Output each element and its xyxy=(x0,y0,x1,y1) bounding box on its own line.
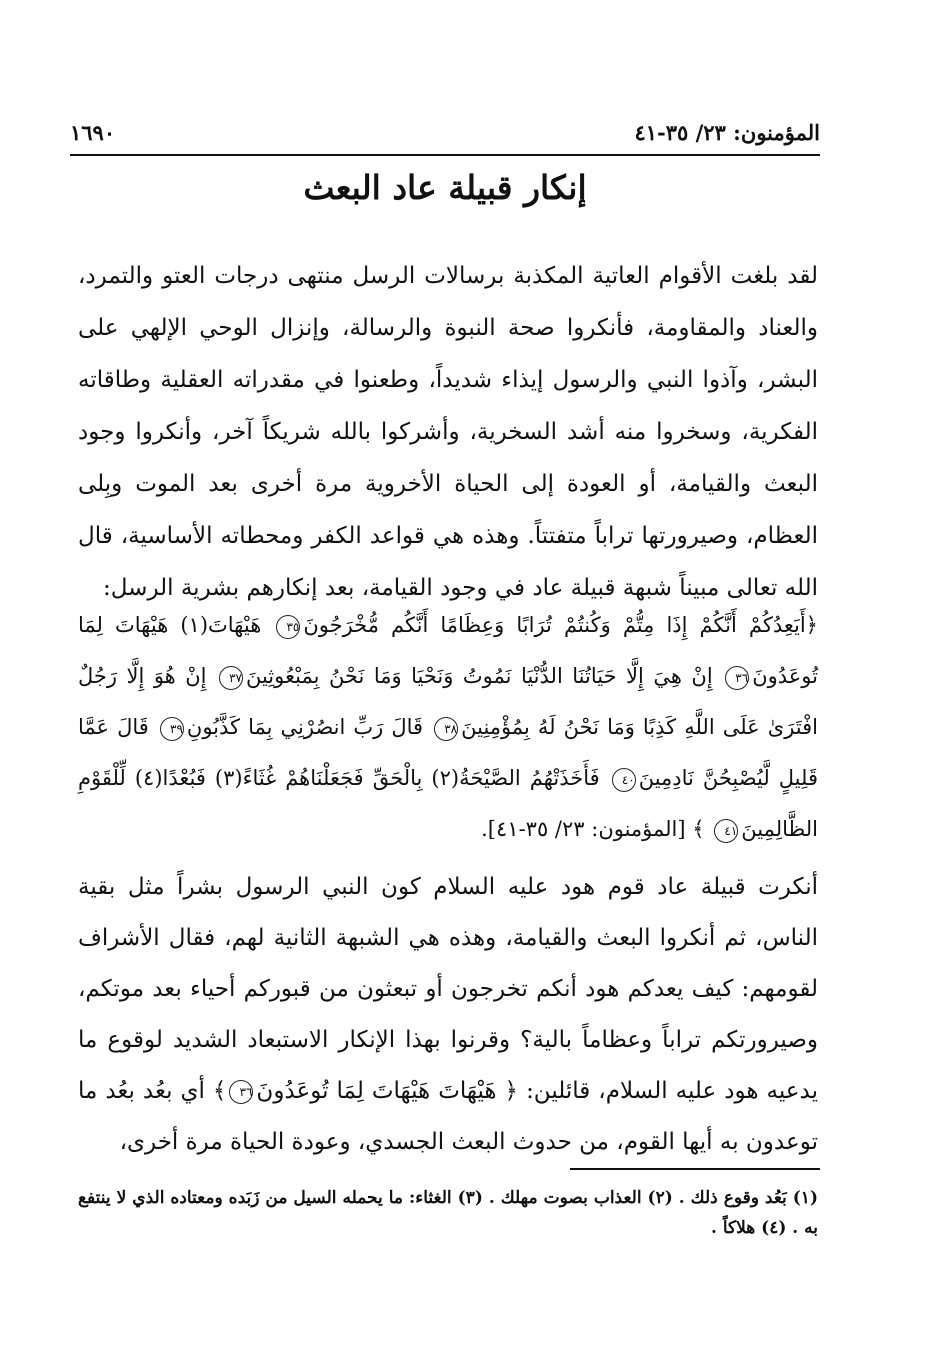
verse-number-marker: ٤١ xyxy=(714,819,738,843)
verses-reference: ﴾ [المؤمنون: ٢٣/ ٣٥-٤١]. xyxy=(481,817,705,841)
explanation-paragraph xyxy=(78,862,818,1168)
verse-text: هَيْهَاتَ(١) هَيْهَاتَ لِمَا تُوعَدُونَ xyxy=(78,613,818,688)
verse-text: فَأَخَذَتْهُمُ الصَّيْحَةُ(٢) بِالْحَقِّ فَجَعَلْنَاهُمْ غُثَاءً(٣) فَبُعْدًا(٤) لِّلْقَوْمِ الظَّالِمِينَ xyxy=(78,766,818,841)
explanation-text-continued: ﴾ أي بعُد بعُد ما توعدون به أيها القوم، من حدوث البعث الجسدي، وعودة الحياة مرة أخرى، xyxy=(78,1078,818,1155)
verse-text: قَالَ رَبِّ انصُرْنِي بِمَا كَذَّبُونِ xyxy=(186,715,424,739)
intro-paragraph: لقد بلغت الأقوام العاتية المكذبة برسالات الرسل منتهى درجات العتو والتمرد، والعناد والمقاومة، فأنكروا صحة النبوة والرسالة، وإنزال الوحي الإلهي على البشر، وآذوا النبي والرسول إيذاء شديداً، وطعنوا في مقدراته العقلية وطاقاته الفكرية، وسخروا منه أشد السخرية، وأشركوا بالله شريكاً آخر، وأنكروا وجود البعث والقيامة، أو العودة إلى الحياة الأخروية مرة أخرى بعد الموت وبِلى العظام، وصيرورتها تراباً متفتتاً. وهذه هي قواعد الكفر ومحطاته الأساسية، قال الله تعالى مبيناً شبهة قبيلة عاد في وجود القيامة، بعد إنكارهم بشرية الرسل: xyxy=(78,263,818,601)
verse-number-marker: ٤٠ xyxy=(612,768,636,792)
verse-text: قَالَ عَمَّا قَلِيلٍ لَّيُصْبِحُنَّ نَادِمِينَ xyxy=(78,715,818,790)
verse-text: إِنْ هِيَ إِلَّا حَيَاتُنَا الدُّنْيَا نَمُوتُ وَنَحْيَا وَمَا نَحْنُ بِمَبْعُوثِينَ xyxy=(245,664,713,688)
verse-number-marker: ٣٥ xyxy=(276,615,300,639)
verse-number-marker: ٣٨ xyxy=(434,717,458,741)
section-title: إنكار قبيلة عاد البعث xyxy=(303,168,587,207)
inline-quote: ﴿ هَيْهَاتَ هَيْهَاتَ لِمَا تُوعَدُونَ xyxy=(256,1078,519,1104)
verse xyxy=(216,664,713,688)
page-number: ١٦٩٠ xyxy=(70,120,116,145)
verse-text: إِنْ هُوَ إِلَّا رَجُلٌ افْتَرَىٰ عَلَى اللَّهِ كَذِبًا وَمَا نَحْنُ لَهُ بِمُؤْمِنِينَ xyxy=(78,664,818,739)
verse xyxy=(273,613,818,637)
quran-verses-block xyxy=(78,600,818,855)
verse xyxy=(157,715,423,739)
footnotes: (١) بَعُد وقوع ذلك . (٢) العذاب بصوت مهلك . (٣) الغثاء: ما يحمله السيل من زَبَده ومعتاده الذي لا ينتفع به . (٤) هلاكاً . xyxy=(78,1188,818,1238)
verse-number-marker: ٣٦ xyxy=(229,1080,253,1104)
surah-reference: المؤمنون: ٢٣/ ٣٥-٤١ xyxy=(634,120,820,145)
verse-number-marker: ٣٧ xyxy=(219,666,243,690)
page-header xyxy=(70,120,820,156)
verse-text: ﴿أَيَعِدُكُمْ أَنَّكُمْ إِذَا مِتُّمْ وَكُنتُمْ تُرَابًا وَعِظَامًا أَنَّكُم مُّخْرَجُونَ xyxy=(303,613,818,637)
verse-number-marker: ٣٦ xyxy=(725,666,749,690)
explanation-text: أنكرت قبيلة عاد قوم هود عليه السلام كون النبي الرسول بشراً مثل بقية الناس، ثم أنكروا البعث والقيامة، وهذه هي الشبهة الثانية لهم، فقال الأشراف لقومهم: كيف يعدكم هود أنكم تخرجون أو تبعثون من قبوركم أحياء بعد موتكم، وصيرورتكم تراباً وعظاماً بالية؟ وقرنوا بهذا الإنكار الاستبعاد الشديد لوقوع ما يدعيه هود عليه السلام، قائلين: xyxy=(78,874,818,1104)
verse-number-marker: ٣٩ xyxy=(160,717,184,741)
footnote-divider xyxy=(570,1168,820,1170)
